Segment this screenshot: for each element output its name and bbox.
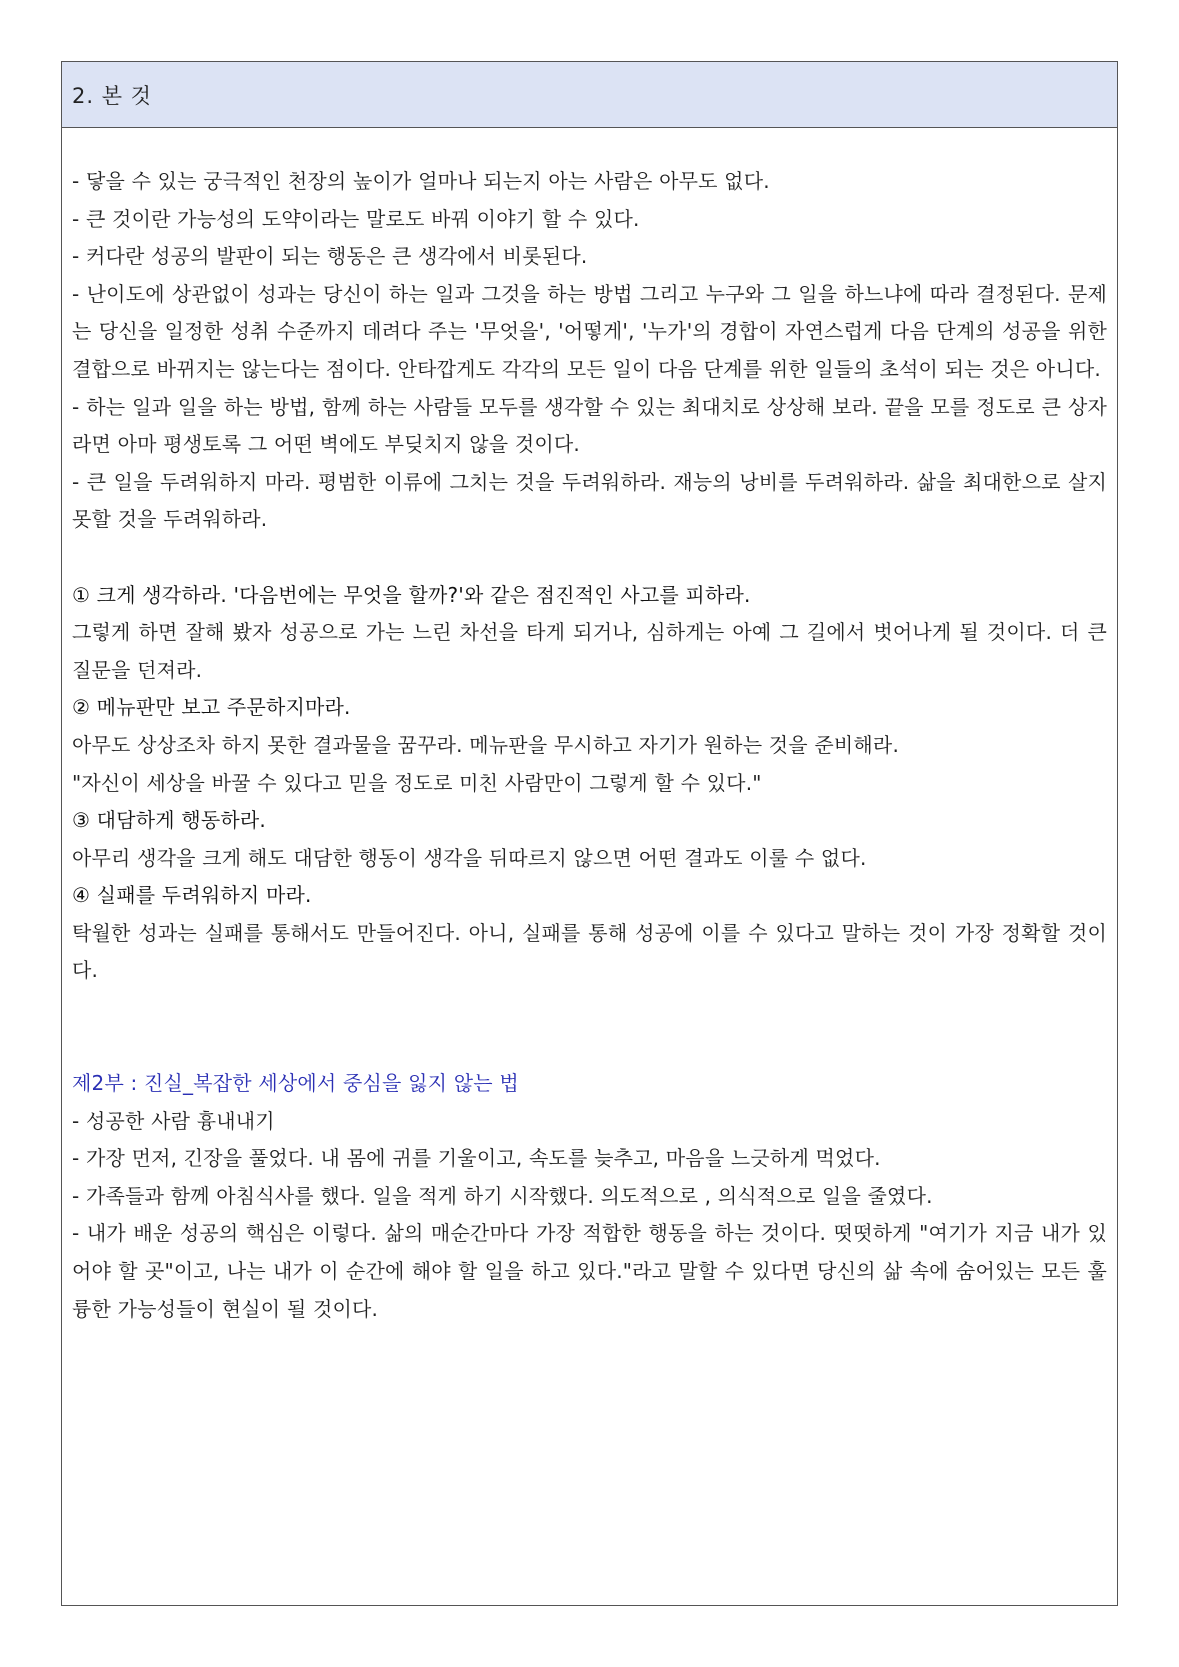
spacer [72, 990, 1107, 1065]
point-quote: "자신이 세상을 바꿀 수 있다고 믿을 정도로 미친 사람만이 그렇게 할 수 있다." [72, 770, 762, 795]
bullet: - 하는 일과 일을 하는 방법, 함께 하는 사람들 모두를 생각할 수 있는 최대치로 상상해 보라. 끝을 모를 정도로 큰 상자라면 아마 평생토록 그 어떤 벽에도 부딪치지 않을 것이다. [72, 394, 1107, 457]
notes-box [61, 61, 1118, 1606]
section-title: 2. 본 것 [72, 83, 152, 108]
bullet: - 난이도에 상관없이 성과는 당신이 하는 일과 그것을 하는 방법 그리고 누구와 그 일을 하느냐에 따라 결정된다. 문제는 당신을 일정한 성취 수준까지 데려다 주는 '무엇을', '어떻게', '누가'의 경합이 자연스럽게 다음 단계의 성공을 위한 결합으로 바뀌지는 않는다는 점이다. 안타깝게도 각각의 모든 일이 다음 단계를 위한 일들의 초석이 되는 것은 아니다. [72, 281, 1107, 381]
bullet: - 커다란 성공의 발판이 되는 행동은 큰 생각에서 비롯된다. [72, 244, 588, 269]
part2-bullet: - 성공한 사람 흉내내기 [72, 1108, 275, 1133]
part2-title: 제2부 : 진실_복잡한 세상에서 중심을 잃지 않는 법 [72, 1071, 519, 1096]
notes-content [62, 128, 1117, 1328]
part2-bullet: - 가장 먼저, 긴장을 풀었다. 내 몸에 귀를 기울이고, 속도를 늦추고, 마음을 느긋하게 먹었다. [72, 1146, 881, 1171]
bullet: - 큰 일을 두려워하지 마라. 평범한 이류에 그치는 것을 두려워하라. 재능의 낭비를 두려워하라. 삶을 최대한으로 살지 못할 것을 두려워하라. [72, 469, 1107, 532]
point-heading-1: ① 크게 생각하라. '다음번에는 무엇을 할까?'와 같은 점진적인 사고를 피하라. [72, 582, 751, 607]
bullet: - 큰 것이란 가능성의 도약이라는 말로도 바꿔 이야기 할 수 있다. [72, 206, 640, 231]
point-text: 그렇게 하면 잘해 봤자 성공으로 가는 느린 차선을 타게 되거나, 심하게는 아예 그 길에서 벗어나게 될 것이다. 더 큰 질문을 던져라. [72, 620, 1107, 682]
section-header [62, 62, 1117, 128]
point-heading-4: ④ 실패를 두려워하지 마라. [72, 883, 312, 908]
part2-bullet: - 내가 배운 성공의 핵심은 이렇다. 삶의 매순간마다 가장 적합한 행동을 하는 것이다. 떳떳하게 "여기가 지금 내가 있어야 할 곳"이고, 나는 내가 이 순간에 해야 할 일을 하고 있다."라고 말할 수 있다면 당신의 삶 속에 숨어있는 모든 훌륭한 가능성들이 현실이 될 것이다. [72, 1221, 1107, 1321]
point-text: 아무리 생각을 크게 해도 대담한 행동이 생각을 뒤따르지 않으면 어떤 결과도 이룰 수 없다. [72, 845, 867, 870]
point-text: 아무도 상상조차 하지 못한 결과물을 꿈꾸라. 메뉴판을 무시하고 자기가 원하는 것을 준비해라. [72, 732, 900, 757]
point-heading-2: ② 메뉴판만 보고 주문하지마라. [72, 695, 351, 720]
spacer [72, 539, 1107, 577]
point-heading-3: ③ 대담하게 행동하라. [72, 808, 266, 833]
part2-bullet: - 가족들과 함께 아침식사를 했다. 일을 적게 하기 시작했다. 의도적으로 , 의식적으로 일을 줄였다. [72, 1183, 933, 1208]
bullet: - 닿을 수 있는 궁극적인 천장의 높이가 얼마나 되는지 아는 사람은 아무도 없다. [72, 169, 770, 193]
point-text: 탁월한 성과는 실패를 통해서도 만들어진다. 아니, 실패를 통해 성공에 이를 수 있다고 말하는 것이 가장 정확할 것이다. [72, 920, 1107, 983]
